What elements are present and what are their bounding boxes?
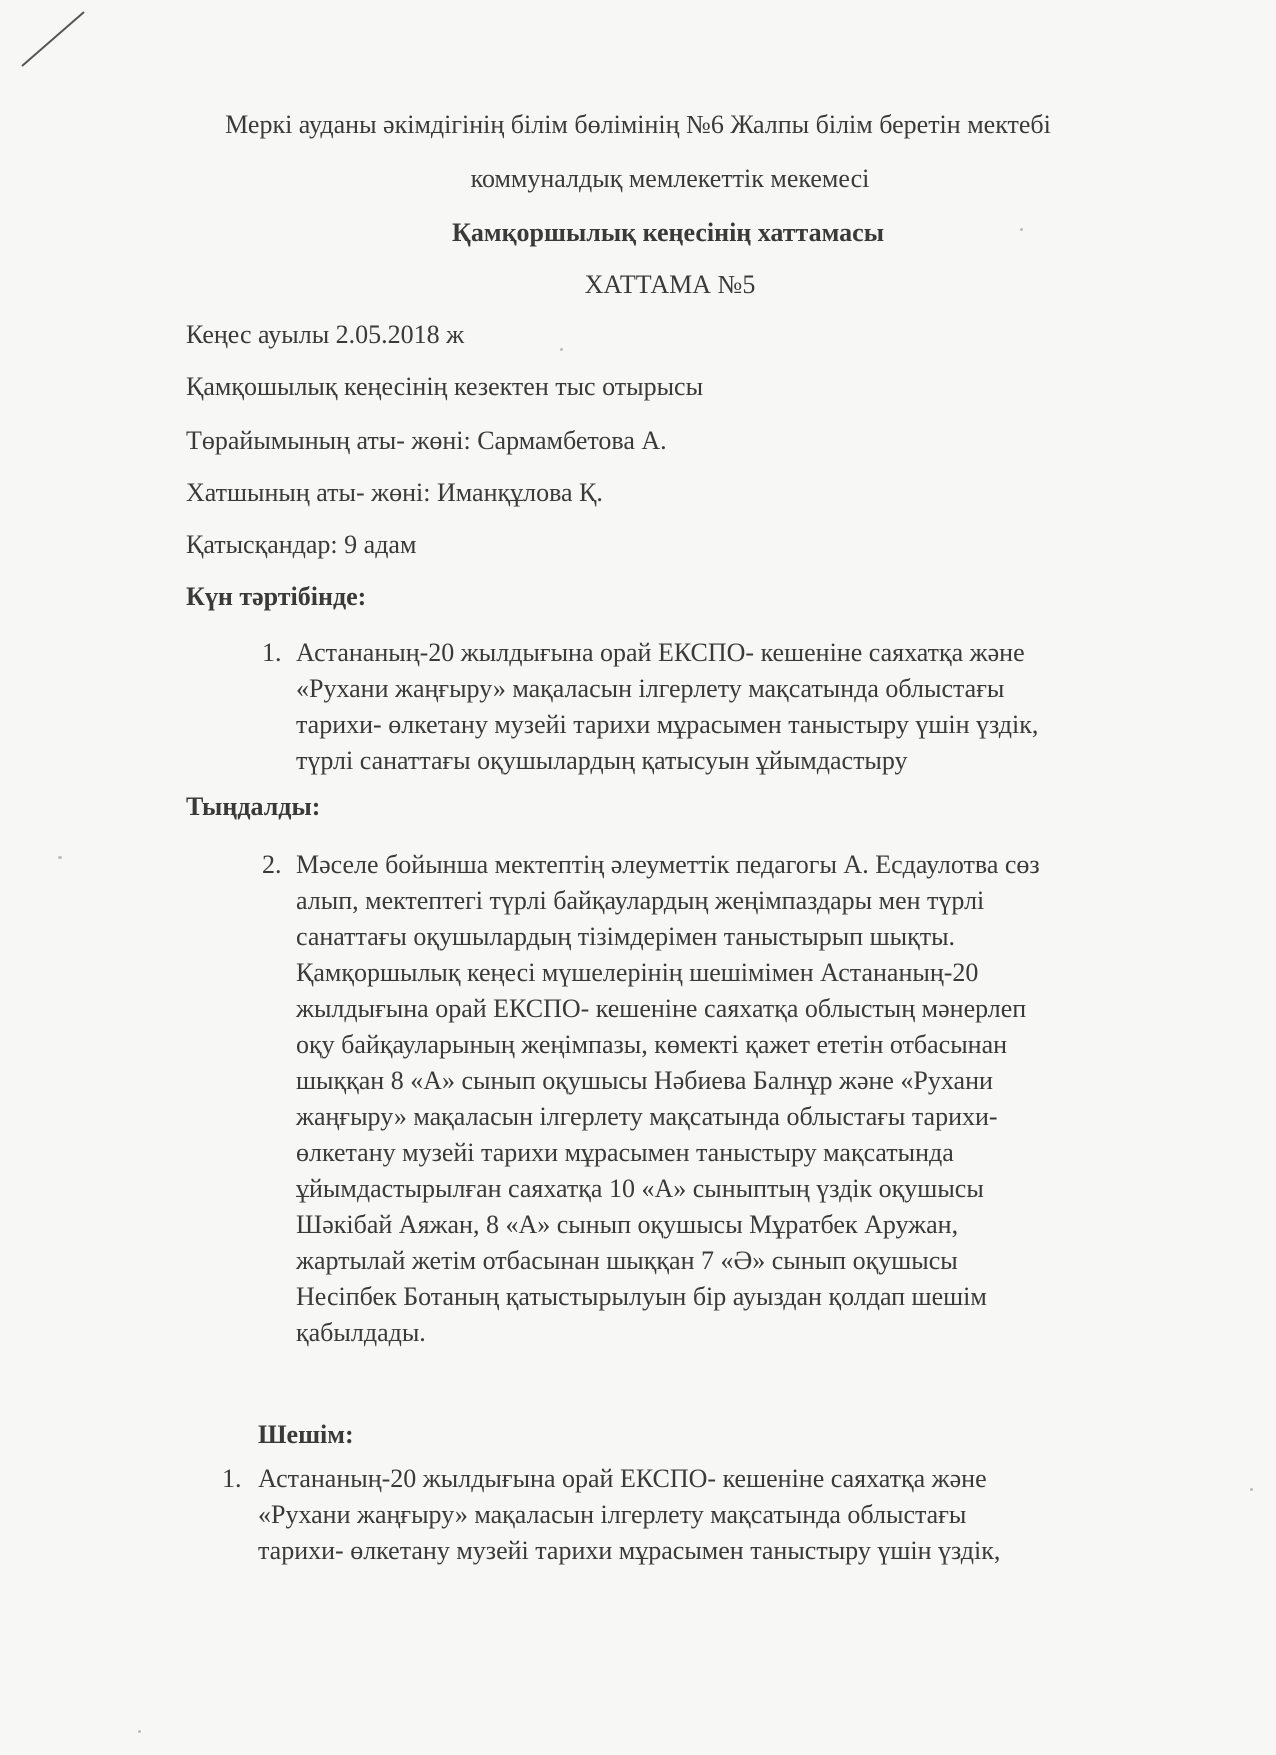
- decision-line: Астананың-20 жылдығына орай ЕКСПО- кешеніне саяхатқа және: [258, 1464, 987, 1493]
- heard-line: санаттағы оқушылардың тізімдерімен таныстырып шықты.: [296, 922, 956, 951]
- session-type: Қамқошылық кеңесінің кезектен тыс отырысы: [186, 372, 704, 401]
- heard-line: оқу байқауларының жеңімпазы, көмекті қажет ететін отбасынан: [296, 1030, 1008, 1059]
- chairperson: Төрайымының аты- жөні: Сармамбетова А.: [186, 426, 667, 455]
- organization-line-2: коммуналдық мемлекеттік мекемесі: [470, 164, 870, 193]
- document-title: Қамқоршылық кеңесінің хаттамасы: [452, 218, 884, 247]
- heard-line: Қамқоршылық кеңесі мүшелерінің шешімімен Астананың-20: [296, 958, 979, 987]
- heard-line: жартылай жетім отбасынан шыққан 7 «Ә» сынып оқушысы: [296, 1246, 958, 1275]
- agenda-line: түрлі санаттағы оқушылардың қатысуын ұйымдастыру: [296, 746, 908, 775]
- heard-heading: Тыңдалды:: [186, 792, 321, 821]
- decision-line: тарихи- өлкетану музейі тарихи мұрасымен таныстыру үшін үздік,: [258, 1536, 1001, 1565]
- agenda-line: «Рухани жаңғыру» мақаласын ілгерлету мақсатында облыстағы: [296, 674, 1005, 703]
- heard-line: жылдығына орай ЕКСПО- кешеніне саяхатқа облыстың мәнерлеп: [296, 994, 1027, 1023]
- agenda-heading: Күн тәртібінде:: [186, 582, 367, 611]
- decision-heading: Шешім:: [258, 1420, 354, 1449]
- heard-line: Мәселе бойынша мектептің әлеуметтік педагогы А. Есдаулотва сөз: [296, 850, 1040, 879]
- organization-line-1: Меркі ауданы әкімдігінің білім бөлімінің №6 Жалпы білім беретін мектебі: [225, 110, 1051, 139]
- secretary: Хатшының аты- жөні: Иманқұлова Қ.: [186, 478, 603, 507]
- heard-line: алып, мектептегі түрлі байқаулардың жеңімпаздары мен түрлі: [296, 886, 985, 915]
- decision-item-number: 1.: [222, 1464, 242, 1493]
- heard-line: қабылдады.: [296, 1318, 426, 1347]
- heard-line: жаңғыру» мақаласын ілгерлету мақсатында облыстағы тарихи-: [296, 1102, 998, 1131]
- agenda-line: тарихи- өлкетану музейі тарихи мұрасымен таныстыру үшін үздік,: [296, 710, 1039, 739]
- heard-line: өлкетану музейі тарихи мұрасымен таныстыру мақсатында: [296, 1138, 954, 1167]
- heard-line: Несіпбек Ботаның қатыстырылуын бір ауыздан қолдап шешім: [296, 1282, 987, 1311]
- heard-line: шыққан 8 «А» сынып оқушысы Нәбиева Балнұр және «Рухани: [296, 1066, 993, 1095]
- place-and-date: Кеңес ауылы 2.05.2018 ж: [186, 320, 465, 349]
- heard-line: Шәкібай Аяжан, 8 «А» сынып оқушысы Мұратбек Аружан,: [296, 1210, 959, 1239]
- scan-speck: [1250, 1488, 1253, 1491]
- scan-speck: [138, 1730, 141, 1733]
- decision-line: «Рухани жаңғыру» мақаласын ілгерлету мақсатында облыстағы: [258, 1500, 967, 1529]
- agenda-item-number: 1.: [262, 638, 282, 667]
- pen-stroke-mark: [18, 8, 88, 70]
- scan-speck: [1020, 228, 1023, 231]
- agenda-line: Астананың-20 жылдығына орай ЕКСПО- кешеніне саяхатқа және: [296, 638, 1025, 667]
- heard-item-number: 2.: [262, 850, 282, 879]
- protocol-number: ХАТТАМА №5: [584, 270, 756, 299]
- scan-speck: [58, 856, 62, 859]
- heard-line: ұйымдастырылған саяхатқа 10 «А» сыныптың үздік оқушысы: [296, 1174, 984, 1203]
- attendees: Қатысқандар: 9 адам: [186, 530, 417, 559]
- scan-speck: [560, 348, 563, 351]
